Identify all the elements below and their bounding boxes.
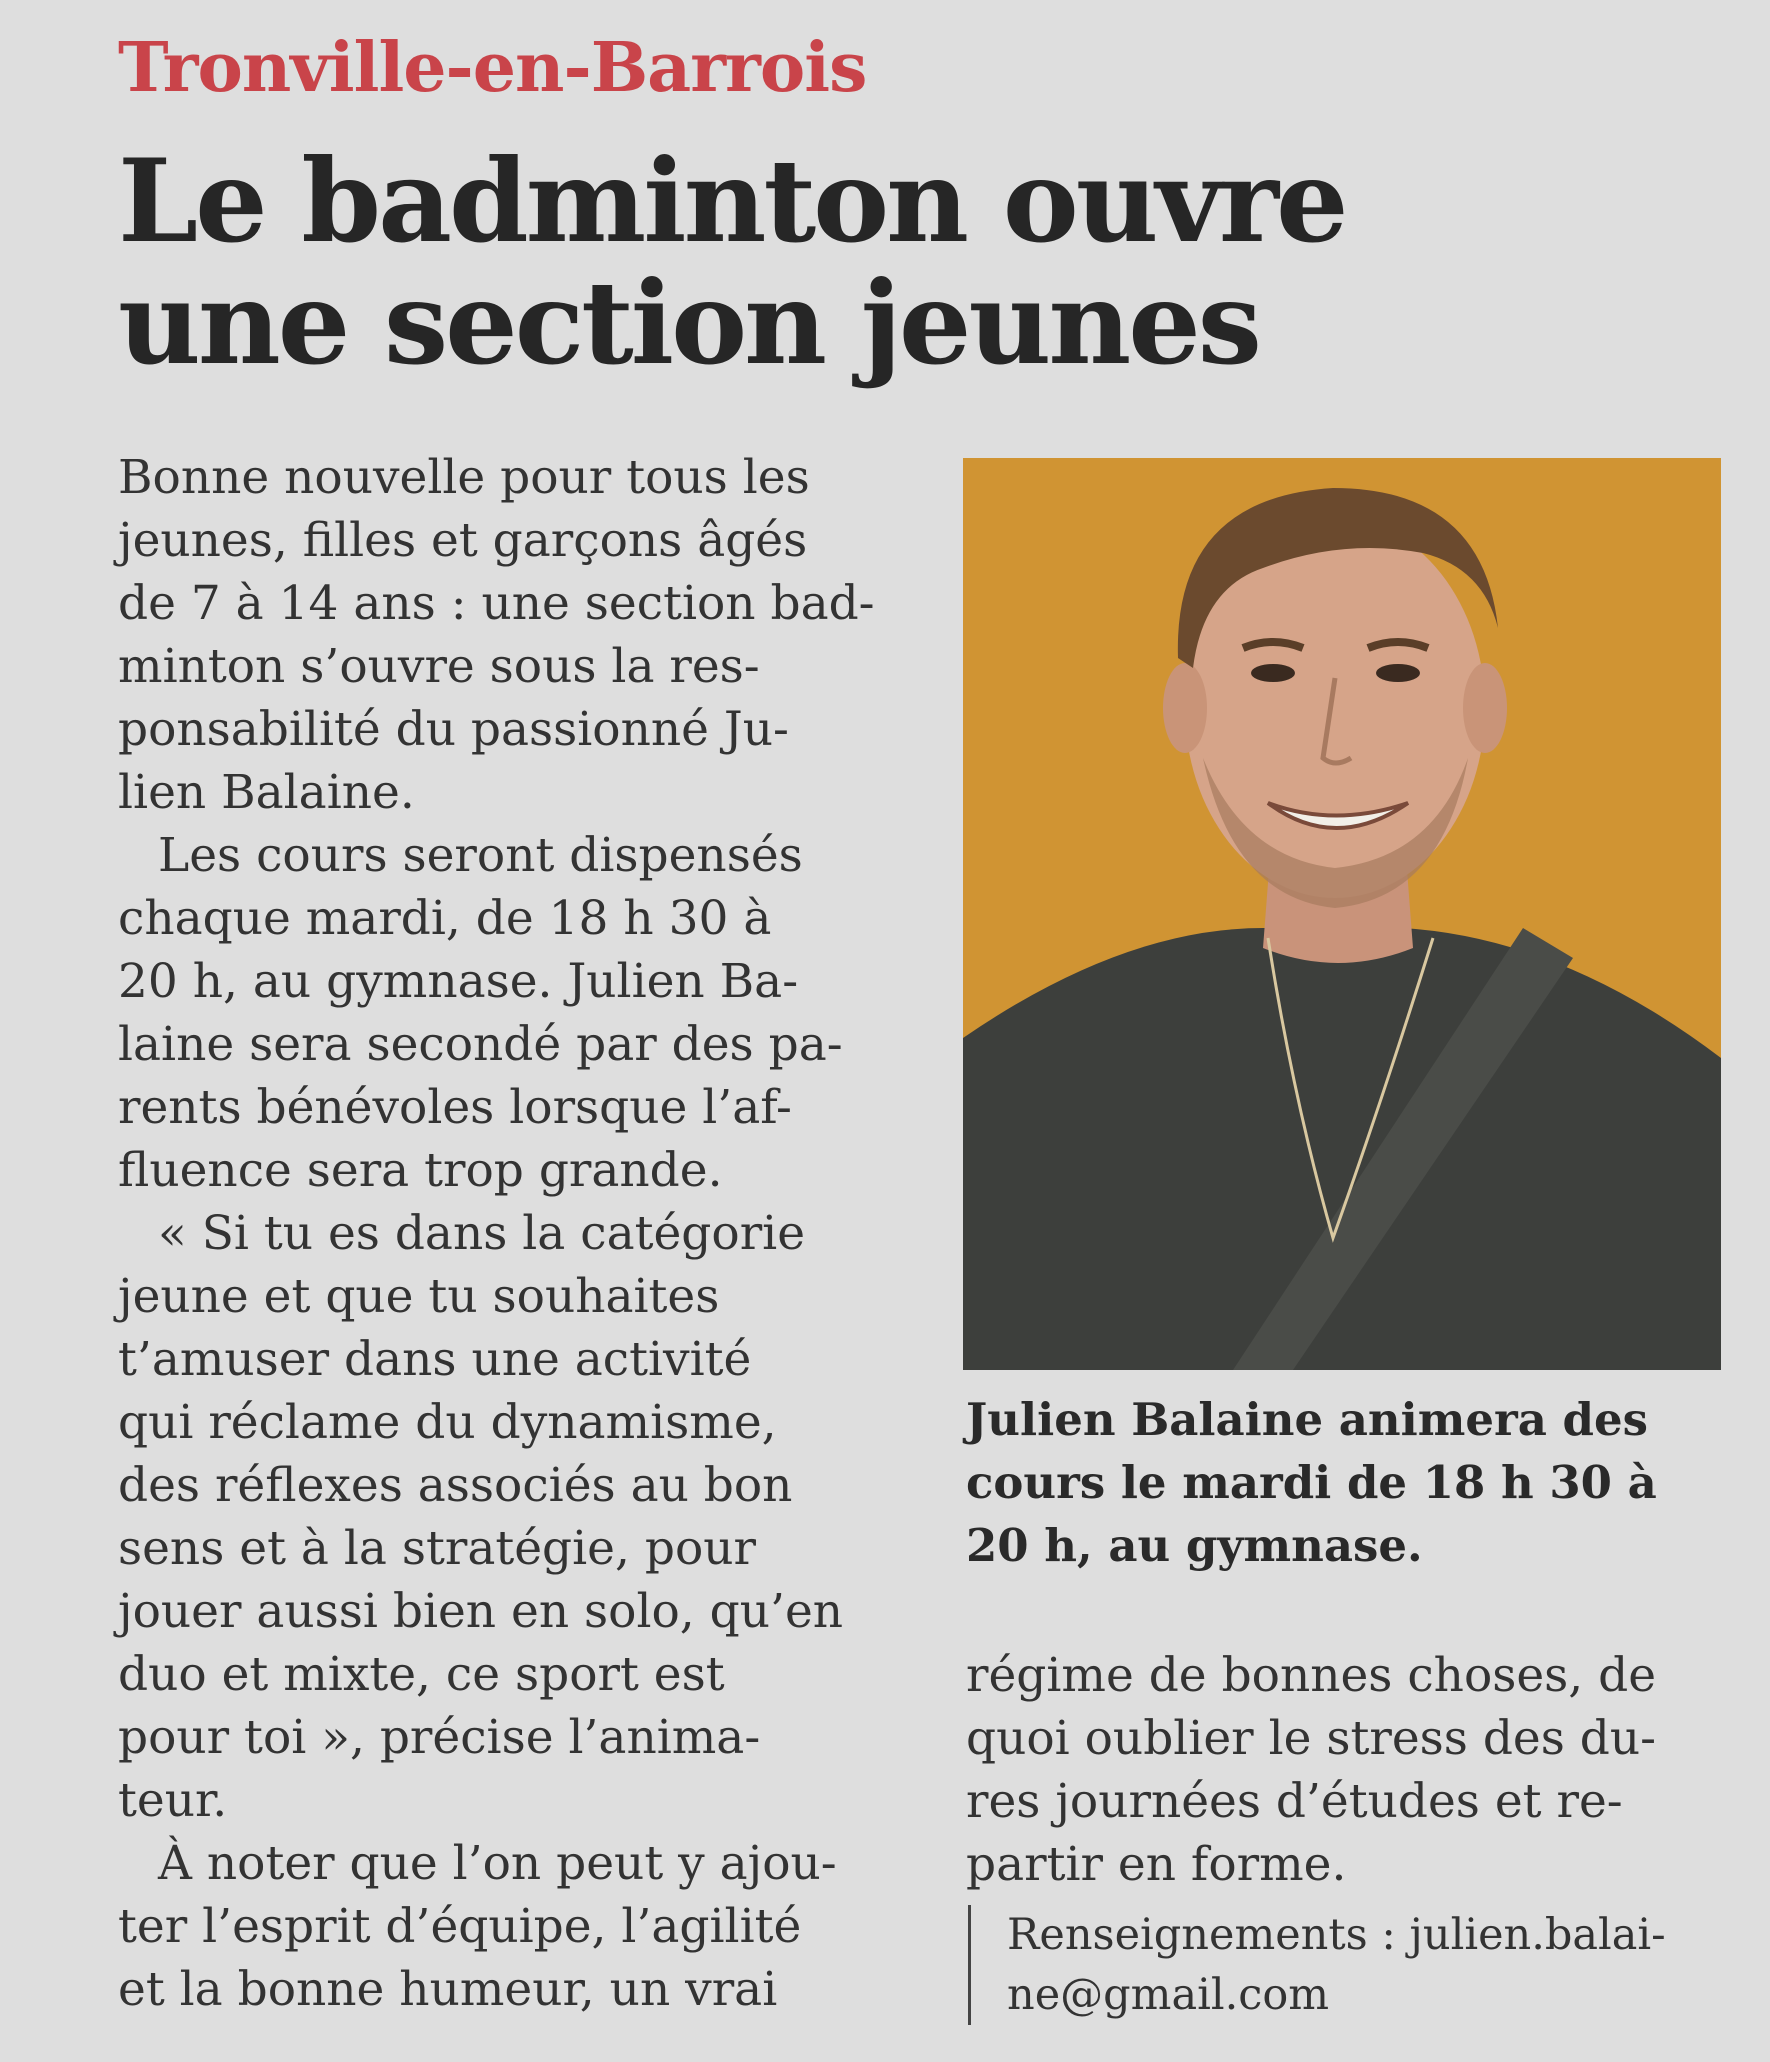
article-body-right [966, 1644, 1726, 1896]
text-line: partir en forme. [966, 1837, 1347, 1892]
caption-line: cours le mardi de 18 h 30 à [966, 1456, 1657, 1509]
section-kicker: Tronville-en-Barrois [118, 28, 867, 108]
text-line: régime de bonnes choses, de [966, 1648, 1657, 1703]
contact-line: Renseignements : julien.balai- [1007, 1910, 1666, 1960]
text-line: Les cours seront dispensés [158, 828, 803, 883]
text-line: 20 h, au gymnase. Julien Ba- [118, 954, 799, 1009]
contact-info [968, 1905, 1767, 2025]
text-line: À noter que l’on peut y ajou- [158, 1836, 837, 1891]
text-line: ter l’esprit d’équipe, l’agilité [118, 1899, 802, 1954]
text-line: pour toi », précise l’anima- [118, 1710, 761, 1765]
text-line: jeune et que tu souhaites [118, 1269, 720, 1324]
contact-email: ne@gmail.com [1007, 1970, 1329, 2020]
caption-line: Julien Balaine animera des [966, 1393, 1648, 1446]
text-line: teur. [118, 1773, 228, 1828]
paragraph-extras [118, 1832, 898, 2021]
text-line: t’amuser dans une activité [118, 1332, 752, 1387]
caption-line: 20 h, au gymnase. [966, 1519, 1423, 1572]
photo-caption [966, 1388, 1726, 1577]
text-line: jeunes, filles et garçons âgés [118, 513, 808, 568]
text-line: jouer aussi bien en solo, qu’en [118, 1584, 844, 1639]
text-line: rents bénévoles lorsque l’af- [118, 1080, 792, 1135]
text-line: res journées d’études et re- [966, 1774, 1623, 1829]
text-line: laine sera secondé par des pa- [118, 1017, 843, 1072]
article-body-left [118, 446, 898, 2021]
text-line: ponsabilité du passionné Ju- [118, 702, 789, 757]
headline-line: Le badminton ouvre [118, 134, 1346, 268]
text-line: sens et à la stratégie, pour [118, 1521, 756, 1576]
text-line: « Si tu es dans la catégorie [158, 1206, 806, 1261]
text-line: des réflexes associés au bon [118, 1458, 793, 1513]
text-line: chaque mardi, de 18 h 30 à [118, 891, 772, 946]
paragraph-intro [118, 446, 898, 824]
portrait-illustration [963, 458, 1721, 1370]
text-line: qui réclame du dynamisme, [118, 1395, 777, 1450]
text-line: lien Balaine. [118, 765, 415, 820]
text-line: duo et mixte, ce sport est [118, 1647, 725, 1702]
text-line: Bonne nouvelle pour tous les [118, 450, 810, 505]
text-line: fluence sera trop grande. [118, 1143, 723, 1198]
paragraph-schedule [118, 824, 898, 1202]
text-line: minton s’ouvre sous la res- [118, 639, 760, 694]
text-line: de 7 à 14 ans : une section bad- [118, 576, 875, 631]
headline-line: une section jeunes [118, 256, 1259, 390]
portrait-photo [963, 458, 1721, 1370]
text-line: et la bonne humeur, un vrai [118, 1962, 778, 2017]
article-headline [118, 134, 1346, 390]
text-line: quoi oublier le stress des du- [966, 1711, 1657, 1766]
paragraph-quote [118, 1202, 898, 1832]
